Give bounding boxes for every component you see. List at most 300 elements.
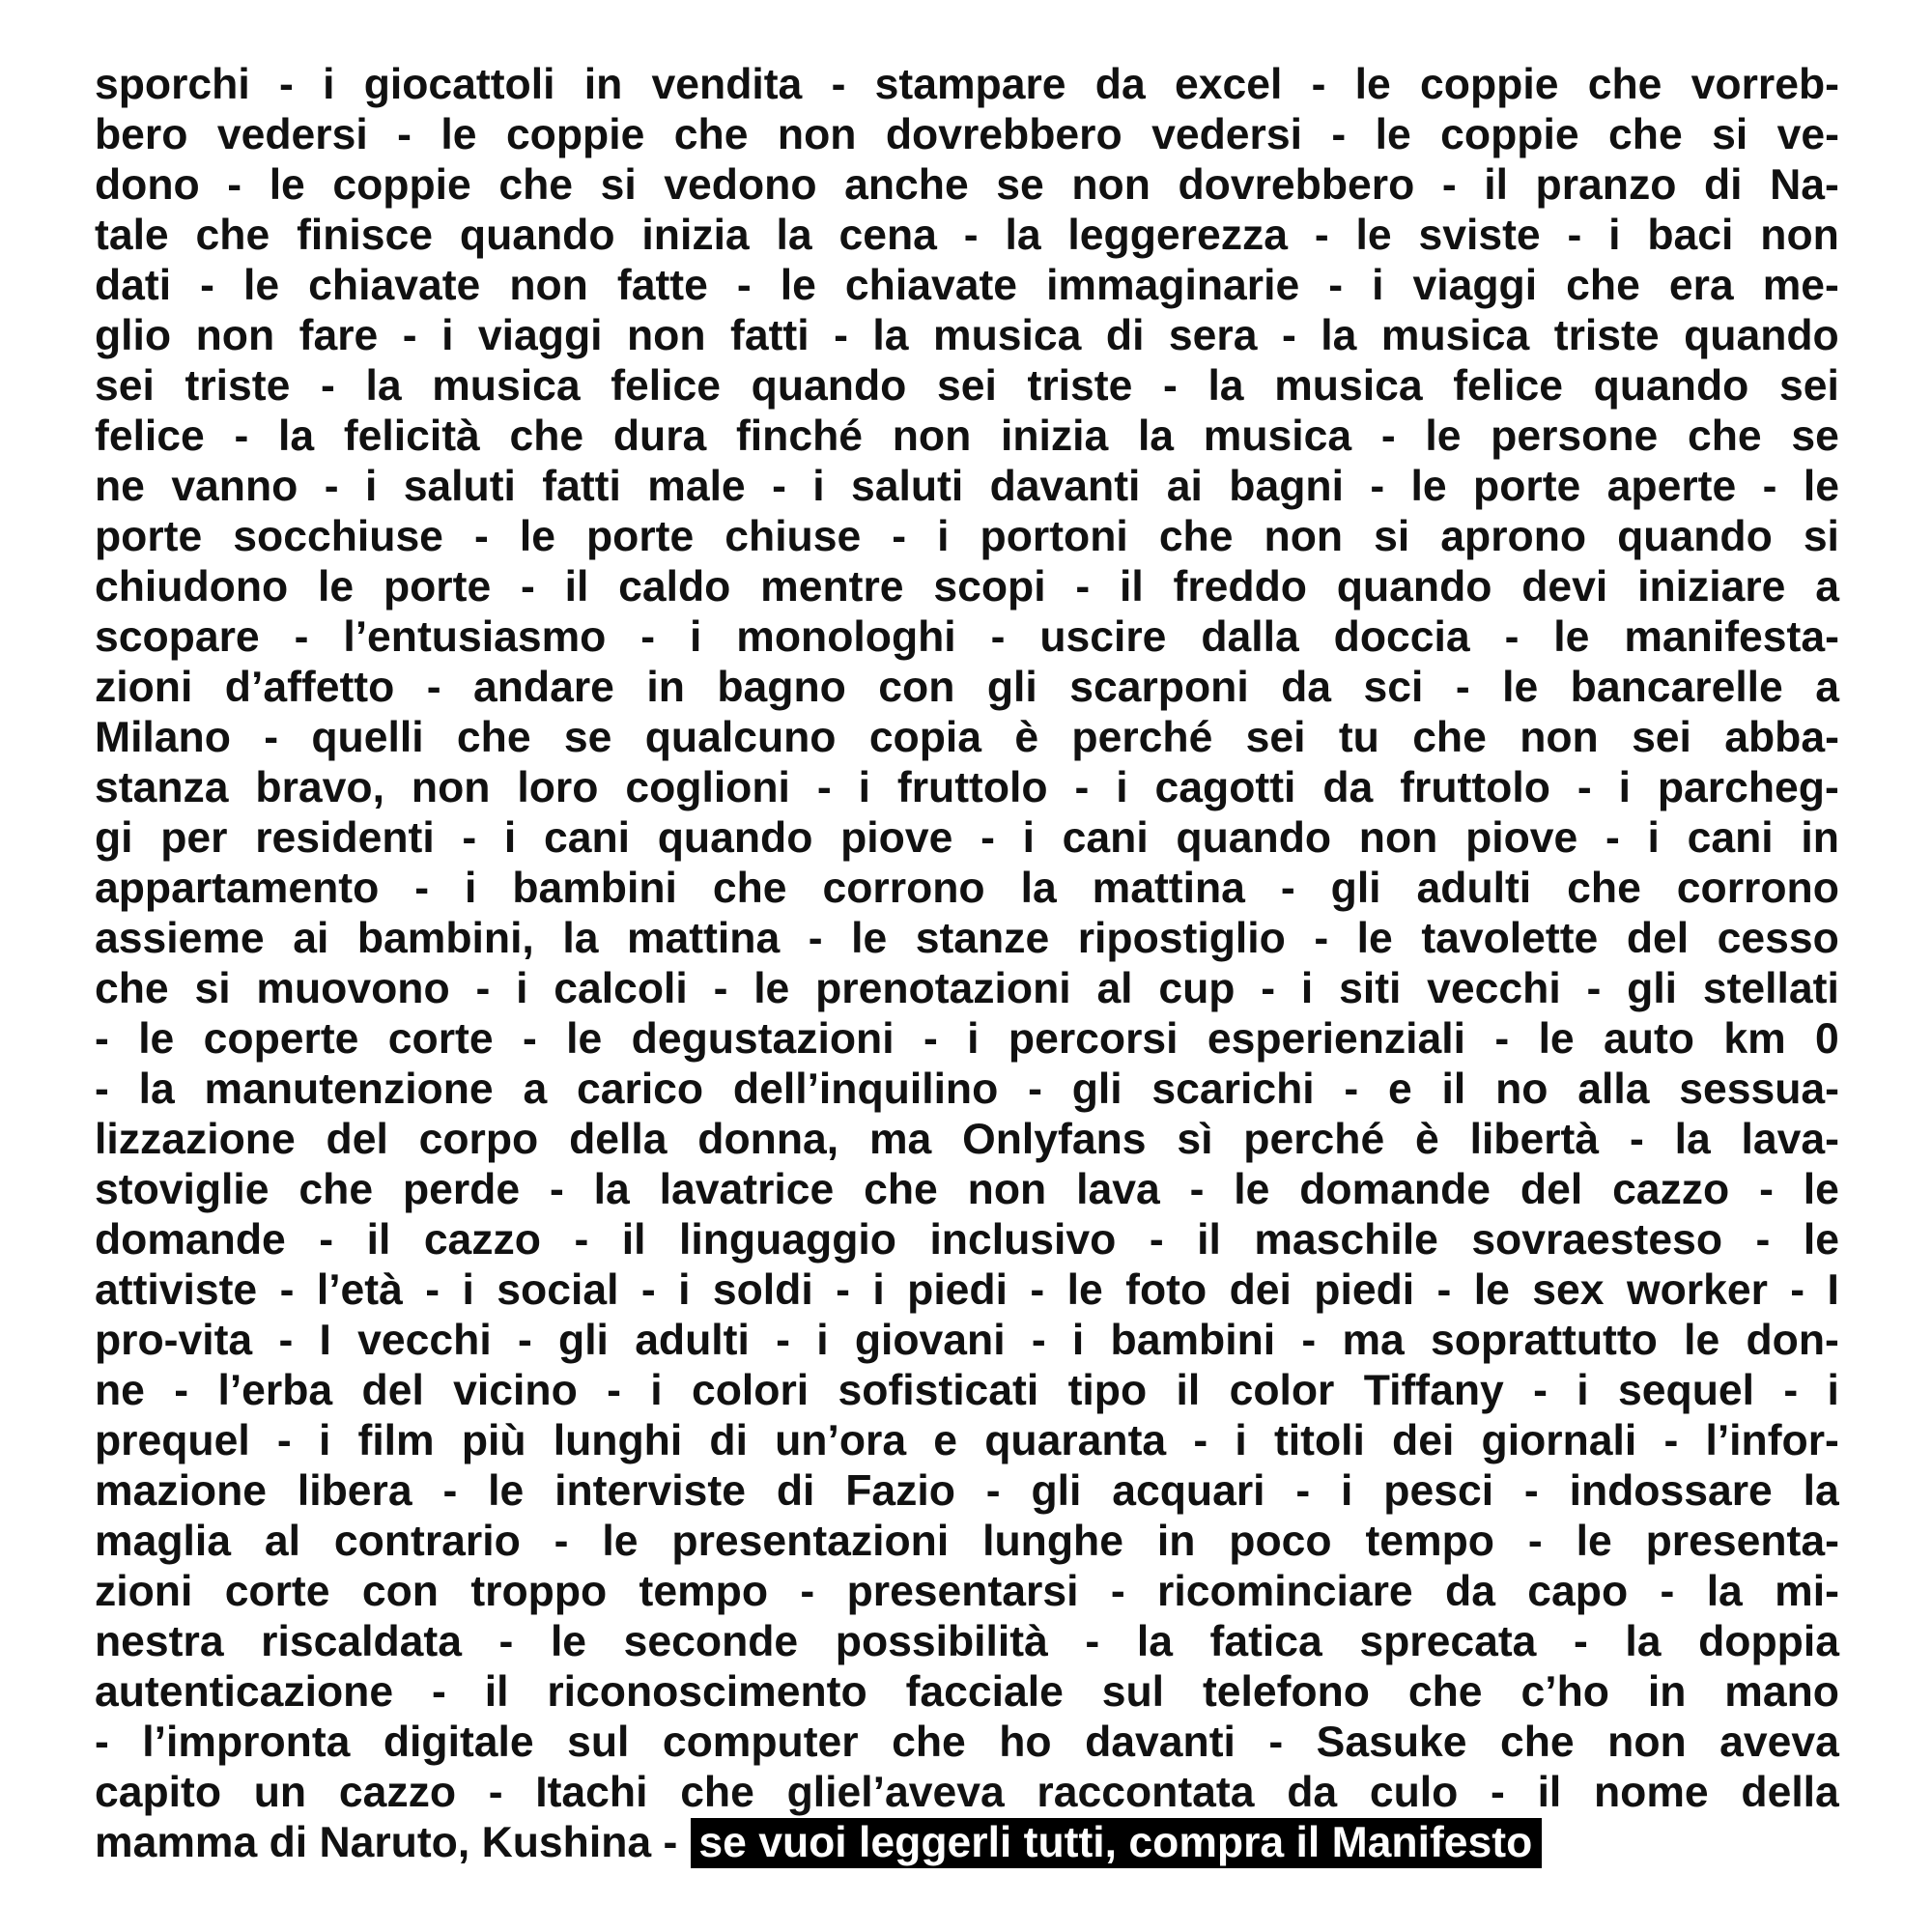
word: sei [1245,714,1306,761]
word: - [640,613,656,661]
word: vedersi [1151,111,1302,158]
word: non [892,412,972,460]
text-line [95,1667,1839,1718]
word: la [1208,362,1244,410]
word: bancarelle [1570,664,1783,711]
word: le [488,1467,525,1515]
word: prequel [95,1417,250,1464]
word: cani [544,814,631,862]
word: porte [383,563,492,611]
word: se [563,714,612,761]
word: felice [1453,362,1564,410]
word: e [933,1417,958,1464]
word: aveva [1719,1719,1839,1766]
word: baci [1647,212,1734,259]
word: quando [459,212,615,259]
word: ripostiglio [1077,915,1286,962]
text-line [95,412,1839,462]
word: - [892,513,907,560]
word: - [1586,965,1602,1012]
word: sei [1778,362,1839,410]
word: ne [95,463,145,510]
word: che [1499,1719,1575,1766]
word: da [1322,764,1374,811]
word: davanti [989,463,1141,510]
word: al [264,1518,300,1565]
word: i [1608,212,1621,259]
word: le [1803,1216,1839,1264]
word: tempo [1365,1518,1494,1565]
word: che [712,865,787,912]
word: Sasuke [1316,1719,1467,1766]
word: in [646,664,685,711]
word: dell’inquilino [732,1065,999,1113]
word: lizzazione [95,1116,296,1163]
word: ve- [1776,111,1839,158]
word: sera [1168,312,1258,359]
word: è [1415,1116,1439,1163]
word: - [462,814,477,862]
word: scarponi [1069,664,1249,711]
word: - [1441,161,1457,209]
word: al [1096,965,1133,1012]
word: autenticazione [95,1668,394,1716]
word: gli [1330,865,1381,912]
word: libera [297,1467,412,1515]
text-line [95,813,1839,864]
word: - [278,61,294,108]
body-text [95,60,1839,1868]
word: Itachi [535,1769,648,1816]
word: tavolette [1421,915,1599,962]
word: la [562,915,599,962]
word: - [1533,1367,1548,1414]
word: fruttolo [896,764,1048,811]
word: i [1647,814,1660,862]
word: - [1085,1618,1100,1665]
word: vedersi [216,111,368,158]
word: mattina [1092,865,1245,912]
word: i [464,865,477,912]
word: lava- [1741,1116,1839,1163]
word: finisce [297,212,434,259]
word: chiuse [724,513,862,560]
word: il [564,563,589,611]
word: bambini [512,865,677,912]
word: che [1687,412,1762,460]
word: - [923,1015,938,1063]
word: in [1156,1518,1196,1565]
word: - [1281,312,1296,359]
word: gli [1071,1065,1122,1113]
word: i [1235,1417,1247,1464]
word: sovraesteso [1471,1216,1723,1264]
word: le [1502,664,1539,711]
word: i [1372,262,1384,309]
word: male [647,463,746,510]
word: coperte [203,1015,359,1063]
word: color [1229,1367,1335,1414]
word: corte [387,1015,494,1063]
text-line [95,160,1839,211]
word: che [509,412,584,460]
word: coppie [1420,61,1559,108]
word: quando [1593,362,1749,410]
word: portoni [980,513,1128,560]
word: - [1455,664,1470,711]
word: I [319,1317,331,1364]
text-line [95,211,1839,261]
word: il [1176,1367,1201,1414]
word: del [361,1367,424,1414]
word: km [1723,1015,1786,1063]
word: raccontata [1037,1769,1255,1816]
word: coppie [505,111,645,158]
word: foto [1125,1266,1208,1314]
word: sei [1632,714,1691,761]
word: - [1629,1116,1644,1163]
word: aprono [1440,513,1587,560]
word: carico [577,1065,704,1113]
word: dati [95,262,172,309]
word: corte [224,1568,330,1615]
word: le [1066,1266,1103,1314]
word: le [269,161,305,209]
word: le [1354,61,1391,108]
word: che [1608,111,1683,158]
word: cazzo [338,1769,457,1816]
word: cesso [1717,915,1839,962]
word: - [1028,1065,1042,1113]
word: le [1234,1166,1270,1213]
word: inclusivo [929,1216,1117,1264]
word: presenta- [1645,1518,1839,1565]
word: Fazio [845,1467,955,1515]
word: - [574,1216,589,1264]
word: corrono [1676,865,1839,912]
word: i [812,463,825,510]
word: colori [692,1367,810,1414]
word: excel [1174,61,1283,108]
word: - [834,312,848,359]
word: - [736,262,752,309]
word: poco [1229,1518,1332,1565]
text-line [95,964,1839,1014]
word: chiudono [95,563,289,611]
word: riconoscimento [547,1668,867,1716]
word: quando [751,362,907,410]
word: - [1149,1216,1164,1264]
word: dei [1392,1417,1455,1464]
word: - [816,764,832,811]
word: ai [293,915,329,962]
word: di [1105,312,1145,359]
word: tale [95,212,169,259]
word: indossare [1569,1467,1773,1515]
word: - [279,1266,295,1314]
word: - [1295,1467,1311,1515]
word: muovono [256,965,450,1012]
word: chiavate [844,262,1018,309]
word: del [1520,1166,1583,1213]
word: i [937,513,950,560]
word: un [253,1769,307,1816]
word: quando [657,814,813,862]
word: troppo [470,1568,608,1615]
word: i [1341,1467,1353,1515]
word: l’erba [217,1367,333,1414]
word: non [1358,814,1438,862]
text-line [95,864,1839,914]
text-line [95,1617,1839,1667]
word: cani [1062,814,1149,862]
word: che [673,111,749,158]
word: - [200,262,214,309]
word: le [1576,1518,1612,1565]
word: gli [986,664,1037,711]
word: la [1020,865,1057,912]
word: - [95,1065,109,1113]
word: che [864,1166,938,1213]
word: di [709,1417,748,1464]
word: domande [1299,1166,1492,1213]
text-line [95,1165,1839,1215]
word: - [498,1618,514,1665]
word: sprecata [1359,1618,1537,1665]
word: assieme [95,915,265,962]
text-line [95,1517,1839,1567]
word: vedono [664,161,817,209]
word: titoli [1273,1417,1365,1464]
word: con [361,1568,439,1615]
word: il [1484,161,1508,209]
word: - [473,513,489,560]
word: i [1071,1317,1085,1364]
word: tu [1338,714,1379,761]
word: presentarsi [846,1568,1079,1615]
word: felicità [343,412,480,460]
word: pranzo [1535,161,1677,209]
word: vorreb- [1690,61,1839,108]
word: da [1281,664,1332,711]
word: si [1803,513,1839,560]
word: domande [95,1216,286,1264]
text-line [95,1014,1839,1065]
word: - [522,1015,537,1063]
word: che [680,1769,754,1816]
word: i [318,1417,331,1464]
word: da [1094,61,1146,108]
word: i [1300,965,1314,1012]
text-line [95,60,1839,110]
word: il [1441,1065,1466,1113]
word: sul [567,1719,630,1766]
word: vicino [453,1367,578,1414]
word: davanti [1085,1719,1236,1766]
word: Na- [1770,161,1839,209]
text-line [95,1768,1839,1818]
word: non [1520,714,1599,761]
word: - [554,1518,569,1565]
word: triste [1553,312,1660,359]
word: triste [185,362,291,410]
word: perché [1243,1116,1385,1163]
word: musica [1380,312,1530,359]
word: - [836,1266,850,1314]
word: quaranta [984,1417,1167,1464]
word: - [1755,1216,1771,1264]
word: era [1668,262,1734,309]
text-line [95,713,1839,763]
word: - [640,1266,656,1314]
word: film [357,1417,435,1464]
word: si [1374,513,1410,560]
text-line [95,1366,1839,1416]
word: iniziare [1637,563,1786,611]
word: ne [95,1367,145,1414]
word: non [1071,161,1151,209]
word: contrario [333,1518,521,1565]
word: attiviste [95,1266,258,1314]
word: - [1311,61,1326,108]
word: social [497,1266,619,1314]
word: le [243,262,280,309]
word: - [324,463,339,510]
word: le [1803,1166,1839,1213]
word: - [414,865,430,912]
word: quando [1684,312,1839,359]
word: si [600,161,637,209]
word: pro-vita [95,1317,253,1364]
text-line [95,1265,1839,1316]
word: degustazioni [631,1015,895,1063]
word: piove [840,814,953,862]
word: - [1783,1367,1799,1414]
word: in [583,61,623,108]
word: se [1791,412,1839,460]
word: manutenzione [204,1065,494,1113]
word: tempo [639,1568,769,1615]
word: libertà [1469,1116,1600,1163]
word: le [1355,212,1392,259]
word: - [426,664,441,711]
word: digitale [383,1719,534,1766]
word: vecchi [1427,965,1561,1012]
word: d’affetto [224,664,395,711]
word: - [1523,1467,1539,1515]
word: viaggi [477,312,603,359]
word: felice [611,362,722,410]
text-line [95,361,1839,412]
word: - [425,1266,440,1314]
word: - [1280,865,1295,912]
word: l’infor- [1705,1417,1839,1464]
word: il [1197,1216,1221,1264]
word: si [1712,111,1748,158]
word: musica [1274,362,1423,410]
word: - [227,161,242,209]
word: la [1005,212,1041,259]
word: il [484,1668,509,1716]
word: il [1537,1769,1562,1816]
word: caldo [618,563,731,611]
word: persone [1491,412,1659,460]
word: bagno [717,664,846,711]
word: - [1110,1568,1125,1615]
word: sei [95,362,155,410]
word: che [1412,714,1487,761]
word: che [1566,262,1640,309]
word: la [138,1065,175,1113]
word: coglioni [625,764,790,811]
word: - [1162,362,1178,410]
word: la [1136,1618,1173,1665]
word: mi- [1775,1568,1839,1615]
word: donna, [697,1116,839,1163]
word: immaginarie [1046,262,1300,309]
word: è [1014,714,1039,761]
word: più [461,1417,526,1464]
word: corrono [822,865,985,912]
word: musica [432,362,581,410]
word: - [1030,1266,1045,1314]
word: capo [1527,1568,1629,1615]
word: - [1504,613,1520,661]
word: le [1473,1266,1510,1314]
word: monologhi [736,613,956,661]
word: - [776,1317,790,1364]
word: le [566,1015,603,1063]
text-line [95,512,1839,562]
word: - [1331,111,1347,158]
word: doppia [1698,1618,1839,1665]
word: doccia [1333,613,1470,661]
word: la [365,362,402,410]
word: le [1538,1015,1575,1063]
text-line [95,1115,1839,1165]
word: la [1706,1568,1743,1615]
text-line [95,1416,1839,1466]
word: le [1375,111,1411,158]
text-line [95,612,1839,663]
word: le [780,262,816,309]
word: Onlyfans [962,1116,1147,1163]
word: devi [1521,563,1608,611]
word: piedi [907,1266,1008,1314]
word: viaggi [1412,262,1538,309]
word: - [1370,463,1385,510]
word: - [278,1317,294,1364]
word: sviste [1418,212,1541,259]
word: bagni [1229,463,1344,510]
word: - [1268,1719,1284,1766]
word: tipo [1067,1367,1148,1414]
word: le [1356,915,1393,962]
word: i [441,312,454,359]
word: sporchi [95,61,250,108]
word: non [195,312,275,359]
word: le [440,111,477,158]
word: da [1287,1769,1338,1816]
word: - [1494,1015,1510,1063]
word: residenti [255,814,435,862]
word: auto [1604,1015,1694,1063]
word: - [1261,965,1276,1012]
word: stoviglie [95,1166,270,1213]
word: - [1314,212,1329,259]
word: lava [1076,1166,1160,1213]
word: la [1625,1618,1662,1665]
